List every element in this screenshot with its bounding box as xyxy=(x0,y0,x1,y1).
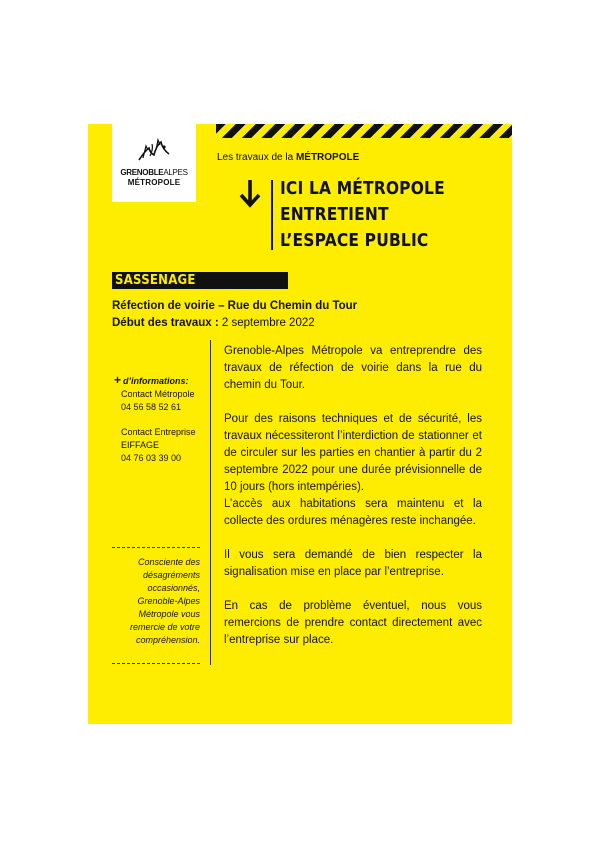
body-paragraph: Grenoble-Alpes Métropole va entreprendre des travaux de réfection de voirie dans la rue du chemin du Tour. xyxy=(224,345,482,391)
headline-line: L’ESPACE PUBLIC xyxy=(280,230,429,251)
contact-metropole-label: Contact Métropole xyxy=(121,389,195,399)
works-start-date: Début des travaux : 2 septembre 2022 xyxy=(112,317,315,329)
headline-line: ENTRETIENT xyxy=(280,204,389,225)
contact-company-name: EIFFAGE xyxy=(121,440,160,450)
logo-wordmark-line2: MÉTROPOLE xyxy=(127,178,181,187)
contact-metropole-phone: 04 56 58 52 61 xyxy=(121,402,182,412)
body-paragraph: L’accès aux habitations sera maintenu et la collecte des ordures ménagères reste inchangée. xyxy=(224,498,482,527)
thanks-divider-top xyxy=(112,547,200,548)
thanks-divider-bottom xyxy=(112,663,200,664)
tagline: Les travaux de la MÉTROPOLE xyxy=(217,152,360,163)
headline-line: ICI LA MÉTROPOLE xyxy=(280,178,445,199)
contact-info-block xyxy=(114,374,196,465)
arrow-down-icon xyxy=(238,178,262,208)
mountain-logo-icon xyxy=(137,138,171,166)
body-paragraph: Il vous sera demandé de bien respecter la signalisation mise en place par l’entreprise. xyxy=(224,549,482,578)
body-paragraph: En cas de problème éventuel, nous vous remercions de prendre contact directement avec l’entreprise sur place. xyxy=(224,600,482,646)
page-headline xyxy=(280,176,445,254)
works-title: Réfection de voirie – Rue du Chemin du Tour xyxy=(112,300,358,312)
headline-divider xyxy=(271,180,273,250)
contact-company-phone: 04 76 03 39 00 xyxy=(121,453,182,463)
city-name: SASSENAGE xyxy=(115,273,196,288)
notice-body xyxy=(224,343,482,666)
logo-wordmark-line1: GRENOBLEALPES xyxy=(120,168,188,177)
body-paragraph: Pour des raisons techniques et de sécurité, les travaux nécessiteront l’interdiction de stationner et de circuler sur les parties en chantier à partir du 2 septembre 2022 pour une durée prévisionnelle de 10 jours (hors intempéries). xyxy=(224,413,482,493)
contact-company-label: Contact Entreprise xyxy=(121,427,196,437)
column-divider xyxy=(210,340,211,665)
info-heading: + d’informations: xyxy=(114,373,189,387)
hazard-stripe-band xyxy=(216,124,512,138)
thanks-note: Consciente des désagréments occasionnés, Grenoble-Alpes Métropole vous remercie de votre compréhension. xyxy=(129,557,200,645)
grenoble-alpes-logo xyxy=(112,124,196,202)
plus-icon: + xyxy=(114,373,122,387)
